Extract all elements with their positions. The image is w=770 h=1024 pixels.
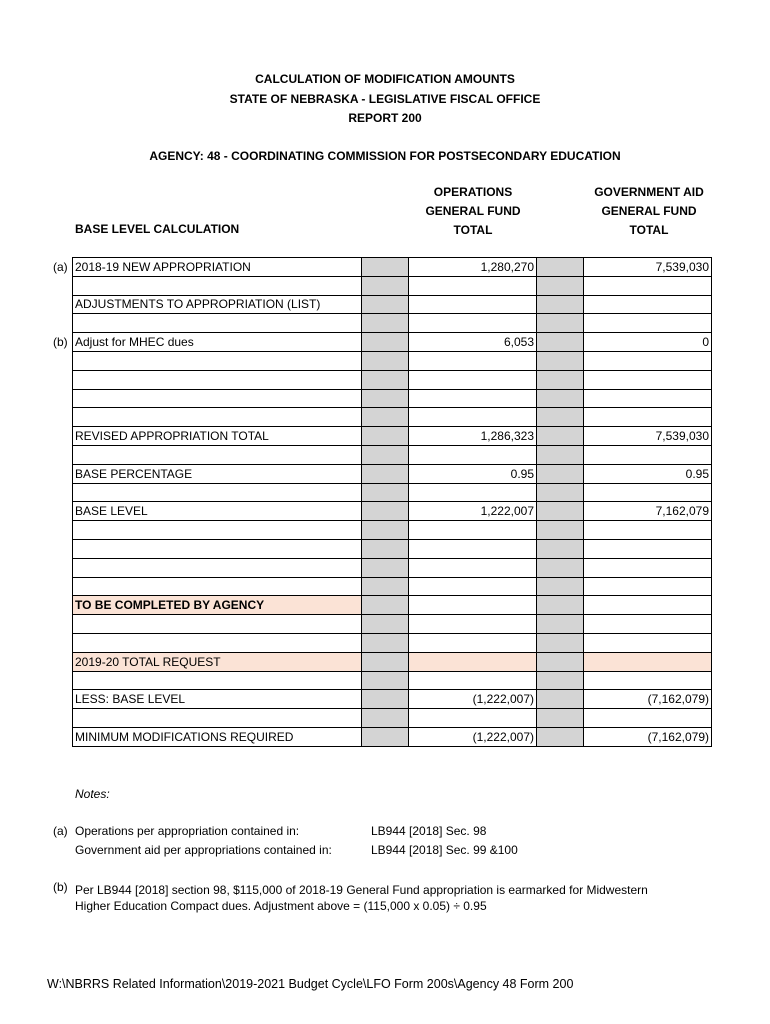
operations-value bbox=[409, 445, 537, 464]
spacer-cell bbox=[362, 615, 409, 634]
government-aid-value: (7,162,079) bbox=[584, 727, 712, 746]
operations-value bbox=[409, 539, 537, 558]
government-aid-value: 7,162,079 bbox=[584, 502, 712, 521]
note-a-operations-label: Operations per appropriation contained in: bbox=[75, 824, 300, 838]
note-b-line2: Higher Education Compact dues. Adjustment above = (115,000 x 0.05) ÷ 0.95 bbox=[75, 899, 487, 913]
spacer-cell bbox=[362, 276, 409, 295]
government-aid-value bbox=[584, 558, 712, 577]
government-aid-value bbox=[584, 389, 712, 408]
row-label bbox=[73, 276, 362, 295]
note-a-aid-label: Government aid per appropriations contained in: bbox=[75, 843, 332, 857]
spacer-cell bbox=[362, 521, 409, 540]
government-aid-value bbox=[584, 577, 712, 596]
spacer-cell bbox=[537, 295, 584, 314]
spacer-cell bbox=[537, 389, 584, 408]
operations-value: (1,222,007) bbox=[409, 727, 537, 746]
notes-title: Notes: bbox=[75, 787, 110, 801]
spacer-cell bbox=[362, 483, 409, 502]
spacer-cell bbox=[362, 408, 409, 427]
row-label bbox=[73, 483, 362, 502]
government-aid-value bbox=[584, 483, 712, 502]
government-aid-value bbox=[584, 370, 712, 389]
table-row bbox=[73, 709, 712, 728]
operations-value bbox=[409, 709, 537, 728]
spacer-cell bbox=[537, 408, 584, 427]
table-row bbox=[73, 370, 712, 389]
operations-value: 1,286,323 bbox=[409, 427, 537, 446]
operations-value bbox=[409, 314, 537, 333]
spacer-cell bbox=[362, 596, 409, 615]
government-aid-value: (7,162,079) bbox=[584, 690, 712, 709]
spacer-cell bbox=[362, 464, 409, 483]
operations-value bbox=[409, 295, 537, 314]
spacer-cell bbox=[537, 370, 584, 389]
table-row bbox=[73, 727, 712, 746]
ops-header-line: GENERAL FUND bbox=[425, 204, 521, 218]
operations-value: 0.95 bbox=[409, 464, 537, 483]
table-row bbox=[73, 615, 712, 634]
government-aid-value bbox=[584, 652, 712, 671]
spacer-cell bbox=[537, 502, 584, 521]
note-a-marker: (a) bbox=[53, 824, 68, 838]
operations-value: 1,280,270 bbox=[409, 258, 537, 277]
file-path-footer: W:\NBRRS Related Information\2019-2021 Budget Cycle\LFO Form 200s\Agency 48 Form 200 bbox=[47, 977, 574, 991]
spacer-cell bbox=[537, 464, 584, 483]
table-row bbox=[73, 633, 712, 652]
aid-header-line: GOVERNMENT AID bbox=[594, 185, 704, 199]
row-label bbox=[73, 709, 362, 728]
row-label bbox=[73, 633, 362, 652]
table-row bbox=[73, 596, 712, 615]
spacer-cell bbox=[362, 258, 409, 277]
table-row bbox=[73, 539, 712, 558]
row-label: BASE LEVEL bbox=[73, 502, 362, 521]
government-aid-value bbox=[584, 408, 712, 427]
row-label bbox=[73, 314, 362, 333]
table-row bbox=[73, 521, 712, 540]
spacer-cell bbox=[537, 690, 584, 709]
table-row bbox=[73, 445, 712, 464]
table-row bbox=[73, 314, 712, 333]
table-row bbox=[73, 652, 712, 671]
spacer-cell bbox=[362, 314, 409, 333]
note-b-line1: Per LB944 [2018] section 98, $115,000 of 2018-19 General Fund appropriation is earmarked for Midwestern bbox=[75, 883, 648, 897]
spacer-cell bbox=[362, 389, 409, 408]
spacer-cell bbox=[537, 596, 584, 615]
row-label bbox=[73, 521, 362, 540]
row-label bbox=[73, 370, 362, 389]
spacer-cell bbox=[537, 709, 584, 728]
row-label bbox=[73, 351, 362, 370]
spacer-cell bbox=[537, 333, 584, 352]
spacer-cell bbox=[537, 445, 584, 464]
spacer-cell bbox=[362, 295, 409, 314]
row-label bbox=[73, 558, 362, 577]
aid-header-line: TOTAL bbox=[629, 223, 669, 237]
row-label: Adjust for MHEC dues bbox=[73, 333, 362, 352]
table-row bbox=[73, 408, 712, 427]
spacer-cell bbox=[537, 539, 584, 558]
operations-value bbox=[409, 389, 537, 408]
row-label: LESS: BASE LEVEL bbox=[73, 690, 362, 709]
row-label: 2019-20 TOTAL REQUEST bbox=[73, 652, 362, 671]
table-row bbox=[73, 483, 712, 502]
government-aid-value bbox=[584, 314, 712, 333]
spacer-cell bbox=[537, 727, 584, 746]
table-row bbox=[73, 427, 712, 446]
government-aid-value bbox=[584, 671, 712, 690]
row-label bbox=[73, 389, 362, 408]
government-aid-value bbox=[584, 276, 712, 295]
ops-header-line: TOTAL bbox=[453, 223, 493, 237]
operations-value: (1,222,007) bbox=[409, 690, 537, 709]
spacer-cell bbox=[537, 615, 584, 634]
government-aid-value: 7,539,030 bbox=[584, 427, 712, 446]
row-label bbox=[73, 615, 362, 634]
spacer-cell bbox=[362, 727, 409, 746]
row-label bbox=[73, 577, 362, 596]
operations-value bbox=[409, 577, 537, 596]
note-a-aid-value: LB944 [2018] Sec. 99 &100 bbox=[371, 843, 518, 857]
row-label: MINIMUM MODIFICATIONS REQUIRED bbox=[73, 727, 362, 746]
operations-column-header bbox=[393, 183, 553, 240]
note-a-operations-value: LB944 [2018] Sec. 98 bbox=[371, 824, 487, 838]
operations-value bbox=[409, 558, 537, 577]
spacer-cell bbox=[362, 427, 409, 446]
table-row bbox=[73, 464, 712, 483]
spacer-cell bbox=[537, 671, 584, 690]
table-row bbox=[73, 351, 712, 370]
government-aid-value bbox=[584, 445, 712, 464]
government-aid-value bbox=[584, 709, 712, 728]
spacer-cell bbox=[537, 633, 584, 652]
table-row bbox=[73, 389, 712, 408]
operations-value: 1,222,007 bbox=[409, 502, 537, 521]
government-aid-value bbox=[584, 295, 712, 314]
spacer-cell bbox=[362, 577, 409, 596]
operations-value bbox=[409, 408, 537, 427]
table-row bbox=[73, 502, 712, 521]
row-label: TO BE COMPLETED BY AGENCY bbox=[73, 596, 362, 615]
operations-value bbox=[409, 521, 537, 540]
spacer-cell bbox=[537, 427, 584, 446]
spacer-cell bbox=[362, 709, 409, 728]
spacer-cell bbox=[537, 521, 584, 540]
spacer-cell bbox=[362, 539, 409, 558]
report-title: CALCULATION OF MODIFICATION AMOUNTS bbox=[255, 72, 515, 86]
spacer-cell bbox=[362, 445, 409, 464]
table-row bbox=[73, 258, 712, 277]
spacer-cell bbox=[537, 351, 584, 370]
spacer-cell bbox=[362, 502, 409, 521]
table-row bbox=[73, 333, 712, 352]
spacer-cell bbox=[362, 671, 409, 690]
government-aid-value: 0.95 bbox=[584, 464, 712, 483]
table-row bbox=[73, 671, 712, 690]
spacer-cell bbox=[362, 633, 409, 652]
operations-value bbox=[409, 370, 537, 389]
operations-value bbox=[409, 652, 537, 671]
calculation-table bbox=[72, 257, 712, 747]
report-number: REPORT 200 bbox=[348, 111, 422, 125]
row-label: ADJUSTMENTS TO APPROPRIATION (LIST) bbox=[73, 295, 362, 314]
base-level-calculation-label: BASE LEVEL CALCULATION bbox=[75, 222, 240, 236]
agency-title: AGENCY: 48 - COORDINATING COMMISSION FOR POSTSECONDARY EDUCATION bbox=[149, 149, 621, 163]
row-label: REVISED APPROPRIATION TOTAL bbox=[73, 427, 362, 446]
operations-value bbox=[409, 596, 537, 615]
operations-value bbox=[409, 483, 537, 502]
spacer-cell bbox=[537, 276, 584, 295]
government-aid-value bbox=[584, 615, 712, 634]
row-label bbox=[73, 408, 362, 427]
row-marker: (b) bbox=[53, 335, 68, 350]
operations-value bbox=[409, 276, 537, 295]
spacer-cell bbox=[362, 370, 409, 389]
spacer-cell bbox=[537, 577, 584, 596]
note-b-marker: (b) bbox=[53, 880, 68, 894]
ops-header-line: OPERATIONS bbox=[433, 185, 513, 199]
spacer-cell bbox=[362, 652, 409, 671]
government-aid-value bbox=[584, 539, 712, 558]
table-row bbox=[73, 577, 712, 596]
spacer-cell bbox=[537, 483, 584, 502]
government-aid-value bbox=[584, 633, 712, 652]
table-row bbox=[73, 276, 712, 295]
table-row bbox=[73, 295, 712, 314]
table-row bbox=[73, 558, 712, 577]
row-label: 2018-19 NEW APPROPRIATION bbox=[73, 258, 362, 277]
operations-value bbox=[409, 633, 537, 652]
table-row bbox=[73, 690, 712, 709]
row-label bbox=[73, 671, 362, 690]
spacer-cell bbox=[362, 558, 409, 577]
government-aid-value bbox=[584, 521, 712, 540]
report-subtitle: STATE OF NEBRASKA - LEGISLATIVE FISCAL OFFICE bbox=[229, 92, 541, 106]
spacer-cell bbox=[362, 333, 409, 352]
spacer-cell bbox=[362, 690, 409, 709]
spacer-cell bbox=[537, 314, 584, 333]
row-label: BASE PERCENTAGE bbox=[73, 464, 362, 483]
operations-value bbox=[409, 351, 537, 370]
government-aid-column-header bbox=[569, 183, 729, 240]
government-aid-value: 0 bbox=[584, 333, 712, 352]
government-aid-value bbox=[584, 351, 712, 370]
operations-value bbox=[409, 615, 537, 634]
spacer-cell bbox=[537, 258, 584, 277]
operations-value: 6,053 bbox=[409, 333, 537, 352]
operations-value bbox=[409, 671, 537, 690]
row-marker: (a) bbox=[53, 260, 68, 274]
row-label bbox=[73, 445, 362, 464]
spacer-cell bbox=[362, 351, 409, 370]
row-label bbox=[73, 539, 362, 558]
spacer-cell bbox=[537, 558, 584, 577]
aid-header-line: GENERAL FUND bbox=[601, 204, 697, 218]
government-aid-value: 7,539,030 bbox=[584, 258, 712, 277]
spacer-cell bbox=[537, 652, 584, 671]
government-aid-value bbox=[584, 596, 712, 615]
